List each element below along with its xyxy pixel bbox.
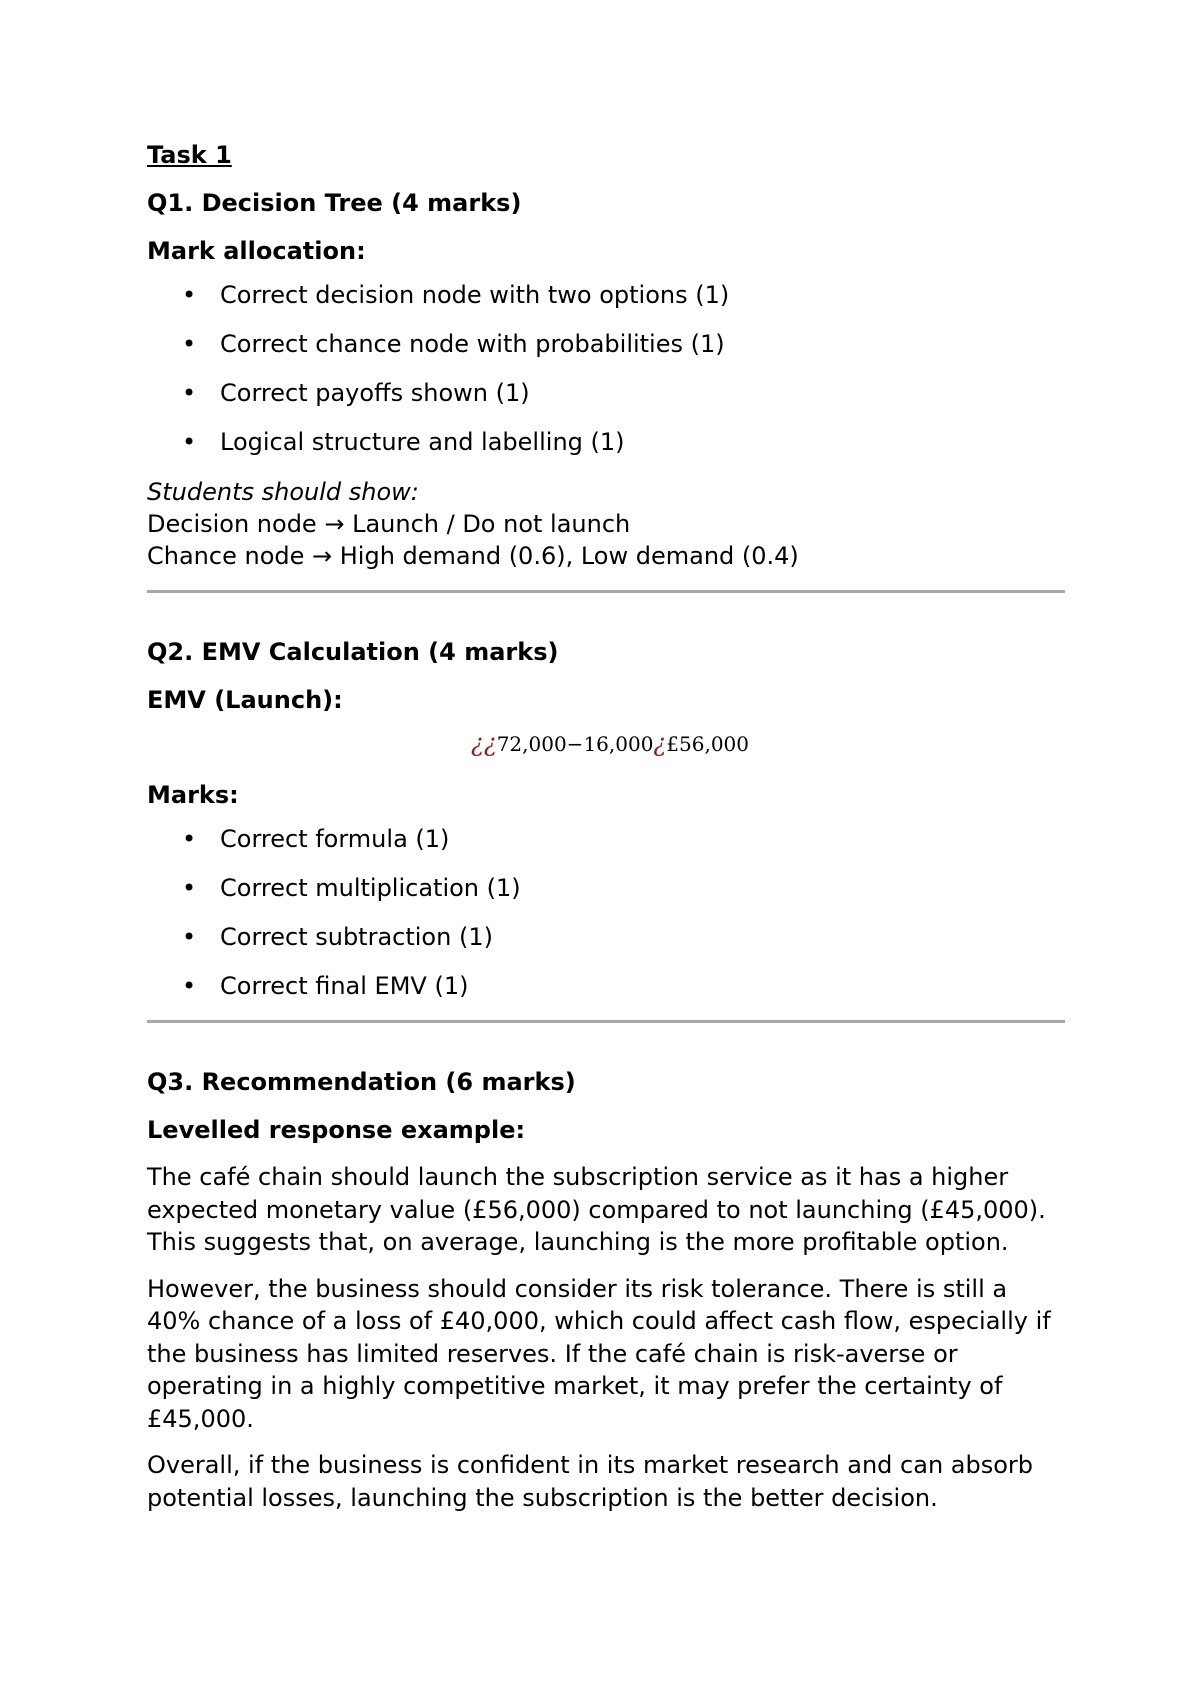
list-item-text: Correct final EMV (1) xyxy=(220,972,469,1000)
q2-mark-list xyxy=(147,824,1065,1001)
list-item xyxy=(147,280,1065,310)
list-item-text: Correct chance node with probabilities (1) xyxy=(220,330,725,358)
q2-subheading: EMV (Launch): xyxy=(147,686,343,714)
list-item xyxy=(147,329,1065,359)
formula-error-glyph: ¿ xyxy=(653,729,667,757)
list-item-text: Logical structure and labelling (1) xyxy=(220,428,625,456)
bullet-icon: • xyxy=(182,923,197,951)
q2-heading: Q2. EMV Calculation (4 marks) xyxy=(147,638,559,666)
bullet-icon: • xyxy=(182,874,197,902)
horizontal-divider xyxy=(147,590,1065,593)
bullet-icon: • xyxy=(182,379,197,407)
list-item-text: Correct subtraction (1) xyxy=(220,923,493,951)
bullet-icon: • xyxy=(182,825,197,853)
q3-paragraph: However, the business should consider its risk tolerance. There is still a 40% chance of a loss of £40,000, which could affect cash flow, especially if the business has limited reserves. If the café chain is risk-averse or operating in a highly competitive market, it may prefer the certainty of £45,000. xyxy=(147,1274,1051,1433)
bullet-icon: • xyxy=(182,972,197,1000)
q1-show-label: Students should show: xyxy=(147,478,419,506)
q3-paragraph: Overall, if the business is confident in its market research and can absorb potential losses, launching the subscription is the better decision. xyxy=(147,1451,1034,1512)
document-page xyxy=(147,140,1065,1528)
horizontal-divider xyxy=(147,1020,1065,1023)
formula-error-glyph: ¿¿ xyxy=(470,729,497,757)
list-item xyxy=(147,824,1065,854)
bullet-icon: • xyxy=(182,330,197,358)
formula-expression: 72,000−16,000 xyxy=(496,732,654,756)
q3-paragraph: The café chain should launch the subscription service as it has a higher expected monetary value (£56,000) compared to not launching (£45,000). This suggests that, on average, launching is the more profitable option. xyxy=(147,1163,1046,1256)
formula-result: £56,000 xyxy=(666,732,750,756)
bullet-icon: • xyxy=(182,281,197,309)
list-item-text: Correct payoffs shown (1) xyxy=(220,379,530,407)
q2-marks-label: Marks: xyxy=(147,781,239,809)
list-item xyxy=(147,873,1065,903)
list-item xyxy=(147,922,1065,952)
bullet-icon: • xyxy=(182,428,197,456)
list-item-text: Correct decision node with two options (1) xyxy=(220,281,730,309)
list-item xyxy=(147,971,1065,1001)
list-item-text: Correct formula (1) xyxy=(220,825,450,853)
list-item xyxy=(147,427,1065,457)
task-title: Task 1 xyxy=(147,141,232,169)
list-item-text: Correct multiplication (1) xyxy=(220,874,521,902)
emv-formula xyxy=(147,729,1065,758)
q1-subheading: Mark allocation: xyxy=(147,237,366,265)
q3-heading: Q3. Recommendation (6 marks) xyxy=(147,1068,576,1096)
q1-heading: Q1. Decision Tree (4 marks) xyxy=(147,189,522,217)
q1-show-line-decision: Decision node → Launch / Do not launch xyxy=(147,510,631,538)
list-item xyxy=(147,378,1065,408)
q1-mark-list xyxy=(147,280,1065,457)
q1-show-line-chance: Chance node → High demand (0.6), Low demand (0.4) xyxy=(147,542,799,570)
q3-subheading: Levelled response example: xyxy=(147,1116,526,1144)
